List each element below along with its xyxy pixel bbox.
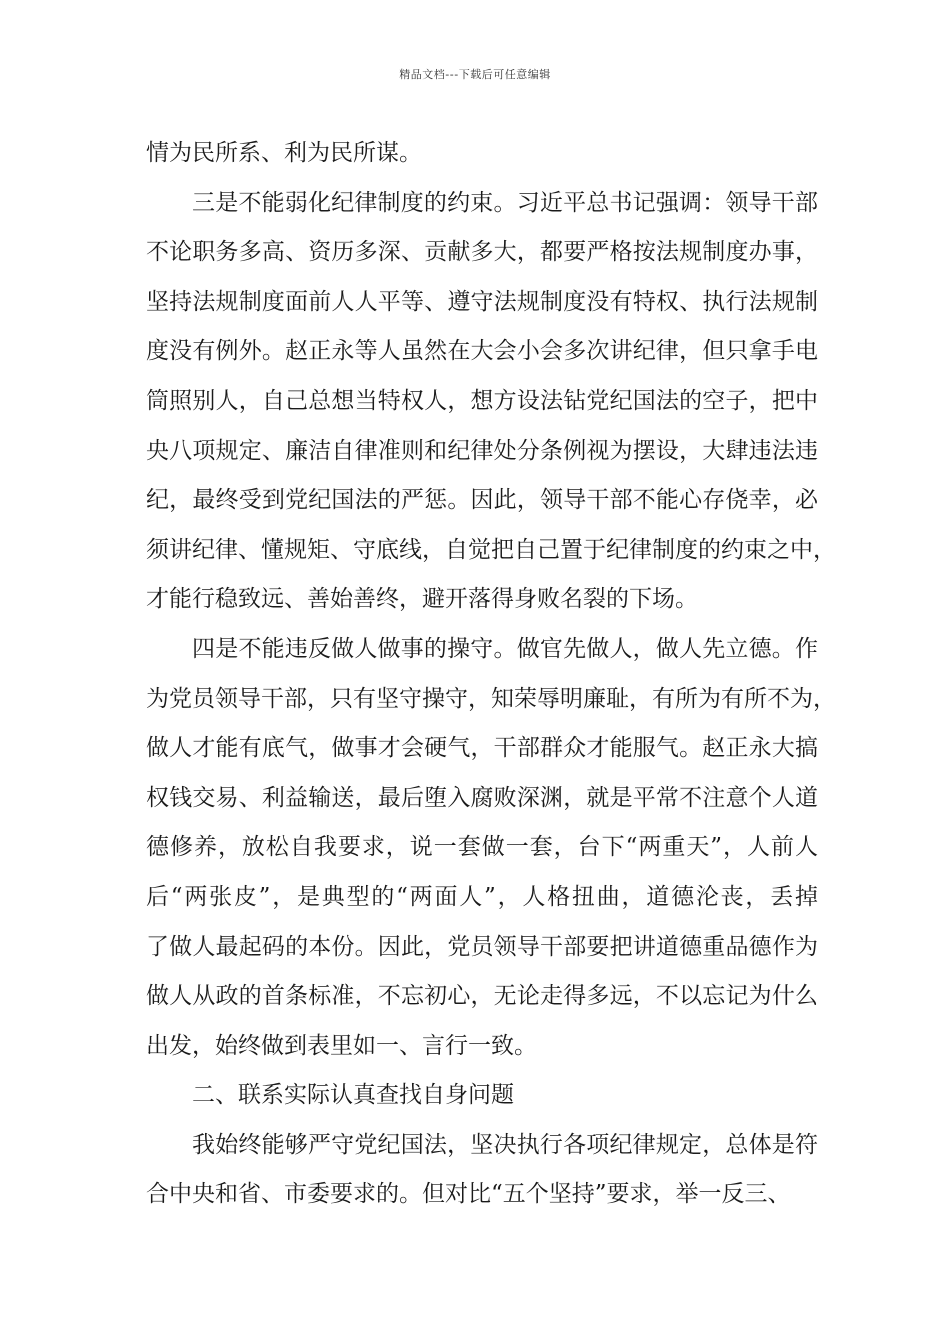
text-line: 出发，始终做到表里如一、言行一致。 (146, 1032, 537, 1059)
text-line: 做人从政的首条标准，不忘初心，无论走得多远，不以忘记为什么 (146, 983, 818, 1010)
document-body (146, 129, 836, 1220)
page-header: 精品文档---下载后可任意编辑 (399, 68, 551, 81)
text-line: 度没有例外。赵正永等人虽然在大会小会多次讲纪律，但只拿手电 (146, 338, 818, 365)
text-line: 做人才能有底气，做事才会硬气，干部群众才能服气。赵正永大搞 (146, 735, 818, 762)
paragraph (146, 1121, 818, 1220)
text-line: 三是不能弱化纪律制度的约束。习近平总书记强调：领导干部 (192, 189, 818, 216)
text-line: 四是不能违反做人做事的操守。做官先做人，做人先立德。作 (192, 635, 818, 662)
text-line: 坚持法规制度面前人人平等、遵守法规制度没有特权、执行法规制 (146, 288, 818, 315)
text-line: 了做人最起码的本份。因此，党员领导干部要把讲道德重品德作为 (146, 933, 818, 960)
paragraph (146, 129, 818, 179)
text-line: 须讲纪律、懂规矩、守底线，自觉把自己置于纪律制度的约束之中， (146, 536, 836, 563)
text-line: 为党员领导干部，只有坚守操守，知荣辱明廉耻，有所为有所不为， (146, 685, 836, 712)
text-line: 筒照别人，自己总想当特权人，想方设法钻党纪国法的空子，把中 (146, 387, 818, 414)
text-line: 纪，最终受到党纪国法的严惩。因此，领导干部不能心存侥幸，必 (146, 487, 818, 514)
text-line: 央八项规定、廉洁自律准则和纪律处分条例视为摆设，大肆违法违 (146, 437, 818, 464)
text-line: 才能行稳致远、善始善终，避开落得身败名裂的下场。 (146, 586, 698, 613)
text-line: 权钱交易、利益输送，最后堕入腐败深渊，就是平常不注意个人道 (146, 784, 818, 811)
text-line: 德修养，放松自我要求，说一套做一套，台下“两重天”，人前人 (146, 834, 818, 861)
text-line: 后“两张皮”，是典型的“两面人”，人格扭曲，道德沦丧，丢掉 (146, 883, 818, 910)
text-line: 不论职务多高、资历多深、贡献多大，都要严格按法规制度办事， (146, 239, 818, 266)
text-line: 二、联系实际认真查找自身问题 (192, 1082, 514, 1109)
text-line: 合中央和省、市委要求的。但对比“五个坚持”要求，举一反三、 (146, 1181, 791, 1208)
text-line: 我始终能够严守党纪国法，坚决执行各项纪律规定，总体是符 (192, 1131, 818, 1158)
paragraph (146, 1071, 818, 1121)
text-line: 情为民所系、利为民所谋。 (146, 140, 422, 166)
paragraph (146, 625, 836, 1071)
paragraph (146, 179, 836, 625)
